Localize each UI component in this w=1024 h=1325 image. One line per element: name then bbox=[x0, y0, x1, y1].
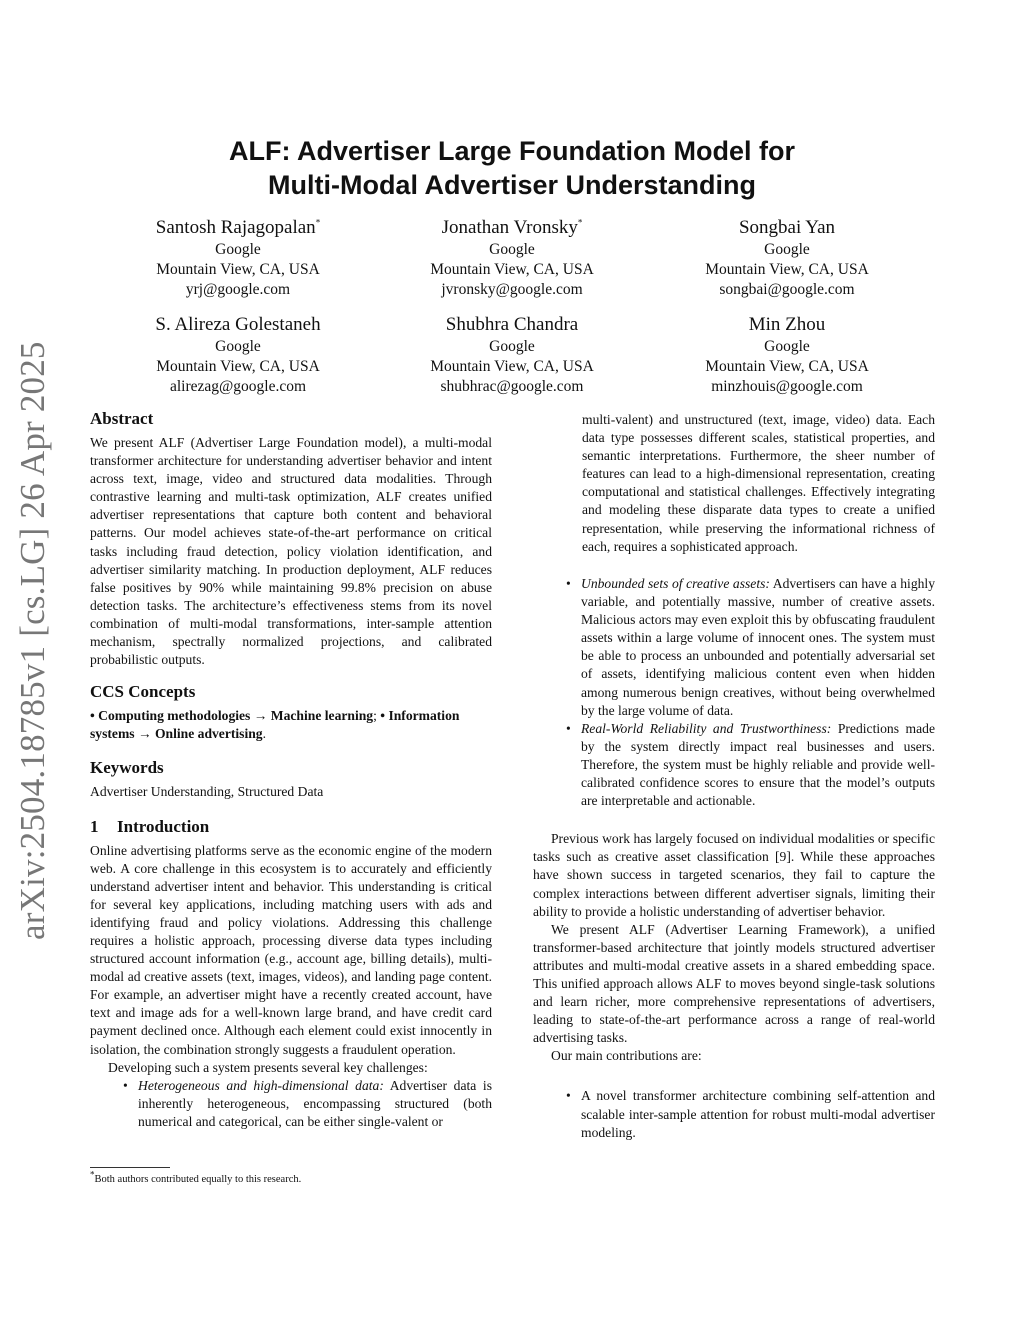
list-item-title: Real-World Reliability and Trustworthiness: bbox=[581, 720, 832, 736]
author-email: jvronsky@google.com bbox=[441, 281, 583, 298]
ccs-end: . bbox=[262, 726, 267, 742]
ccs-concepts bbox=[90, 707, 492, 743]
list-item-title: Unbounded sets of creative assets: bbox=[581, 576, 770, 591]
author-mark: * bbox=[577, 217, 583, 228]
arrow-icon: → bbox=[137, 726, 152, 742]
abstract-text: We present ALF (Advertiser Large Foundation model), a multi-modal transformer architecture for understanding advertiser behavior and intent across text, image, video and structured data modalities. Through contrastive learning and multi-task optimization, ALF creates unified advertiser representations that capture both content and behavioral patterns. Our model achieves state-of-the-art performance on critical tasks including fraud detection, policy violation identification, and advertiser similarity matching. In production deployment, ALF reduces false positives by 90% while maintaining 99.8% precision on abuse detection tasks. The architecture’s effectiveness stems from its novel combination of multi-modal transformations, inter-sample attention mechanism, spectrally normalized projections, and calibrated probabilistic outputs. bbox=[90, 435, 492, 668]
author-block bbox=[362, 216, 662, 300]
list-item-continuation: multi-valent) and unstructured (text, image, video) data. Each data type possesses different scales, statistical properties, and semantic interpretations. Furthermore, the sheer number of features can lead to a high-dimensional representation, creating computational and statistical challenges. Effectively integrating and modeling these disparate data types to create a unified representation, while preserving the informational richness of each, requires a sophisticated approach. bbox=[582, 412, 935, 554]
author-mark: * bbox=[315, 217, 321, 228]
footnote-mark: * bbox=[90, 1169, 95, 1180]
author-email: minzhouis@google.com bbox=[711, 378, 863, 395]
keywords-text: Advertiser Understanding, Structured Data bbox=[90, 784, 324, 800]
author-block bbox=[362, 313, 662, 397]
intro-paragraph: Previous work has largely focused on individual modalities or specific tasks such as creative asset classification [9]. While these approaches have shown success in targeted scenarios, they fail to capture the complex interactions between different advertiser signals, limiting their ability to provide a holistic understanding of advertiser behavior. bbox=[533, 831, 935, 919]
intro-paragraph: Developing such a system presents several key challenges: bbox=[108, 1059, 428, 1075]
author-email: songbai@google.com bbox=[719, 281, 855, 298]
section-heading-introduction bbox=[90, 816, 492, 838]
title-line-2: Multi-Modal Advertiser Understanding bbox=[267, 170, 757, 200]
challenge-list bbox=[533, 575, 935, 810]
author-location: Mountain View, CA, USA bbox=[156, 261, 320, 278]
ccs-item: Machine learning bbox=[270, 708, 374, 724]
author-name: Songbai Yan bbox=[738, 217, 836, 238]
right-column bbox=[533, 575, 935, 1142]
list-item bbox=[581, 575, 935, 720]
author-affiliation: Google bbox=[764, 338, 810, 355]
paper-title bbox=[0, 134, 1024, 202]
intro-paragraph: We present ALF (Advertiser Learning Framework), a unified transformer-based architecture that jointly models structured advertiser attributes and multi-modal creative assets in a shared embedding space. This unified approach allows ALF to moves beyond single-task solutions and learn richer, more comprehensive representations of advertisers, leading to state-of-the-art performance across a range of real-world advertising tasks. bbox=[533, 921, 935, 1046]
arrow-icon: → bbox=[253, 708, 268, 724]
author-location: Mountain View, CA, USA bbox=[156, 358, 320, 375]
author-affiliation: Google bbox=[215, 338, 261, 355]
list-item-text: Advertisers can have a highly variable, and potentially massive, number of creative assets. Malicious actors may even exploit this by obfuscating fraudulent assets within a large volume of innocent ones. The system must be able to process an unbounded and potentially adversarial set of assets, identifying malicious content even when hidden among numerous benign creatives, without being overwhelmed by the large volume of data. bbox=[581, 576, 935, 718]
author-affiliation: Google bbox=[489, 241, 535, 258]
author-location: Mountain View, CA, USA bbox=[430, 358, 594, 375]
footnote-rule bbox=[90, 1167, 170, 1168]
title-line-1: ALF: Advertiser Large Foundation Model for bbox=[228, 136, 795, 166]
author-location: Mountain View, CA, USA bbox=[705, 358, 869, 375]
author-email: alirezag@google.com bbox=[169, 378, 307, 395]
author-location: Mountain View, CA, USA bbox=[705, 261, 869, 278]
ccs-separator: ; bbox=[373, 708, 381, 724]
author-email: shubhrac@google.com bbox=[440, 378, 584, 395]
author-block bbox=[88, 313, 388, 397]
keywords-heading: Keywords bbox=[90, 758, 164, 778]
ccs-item: Online advertising bbox=[154, 726, 263, 742]
list-item-title: Heterogeneous and high-dimensional data: bbox=[138, 1077, 384, 1093]
author-name: Shubhra Chandra bbox=[445, 314, 579, 335]
author-affiliation: Google bbox=[489, 338, 535, 355]
left-column bbox=[90, 408, 492, 1131]
footnote-text: Both authors contributed equally to this research. bbox=[94, 1174, 302, 1185]
section-number: 1 bbox=[90, 816, 99, 836]
list-item bbox=[138, 1077, 492, 1131]
ccs-item: • Information systems bbox=[90, 708, 460, 742]
author-email: yrj@google.com bbox=[185, 281, 291, 298]
author-affiliation: Google bbox=[215, 241, 261, 258]
ccs-heading: CCS Concepts bbox=[90, 682, 196, 702]
list-item-text: Advertiser data is inherently heterogeneous, encompassing structured (both numerical and categorical, can be either single-valent or bbox=[138, 1077, 492, 1129]
author-affiliation: Google bbox=[764, 241, 810, 258]
author-block bbox=[88, 216, 388, 300]
footnote bbox=[90, 1169, 492, 1187]
author-name: Min Zhou bbox=[748, 314, 826, 335]
author-block bbox=[637, 313, 937, 397]
intro-paragraph: Online advertising platforms serve as the economic engine of the modern web. A core challenge in this ecosystem is to accurately and efficiently understand advertiser intent and behavior. This understanding is critical for several key applications, including matching users with ads and identifying fraud and policy violations. Addressing this challenge requires a holistic approach, processing diverse data types including structured account information (e.g., account age, billing details), multi-modal ad creative assets (text, images, videos), and landing page content. For example, an advertiser might have a recently created account, have text and image ads for a well-known large brand, and have credit card payment declined once. Although each element could exist innocently in isolation, the combination strongly suggests a fraudulent operation. bbox=[90, 842, 492, 1057]
intro-paragraph: Our main contributions are: bbox=[551, 1048, 702, 1064]
author-location: Mountain View, CA, USA bbox=[430, 261, 594, 278]
abstract-heading: Abstract bbox=[90, 409, 154, 428]
contribution-list bbox=[533, 1087, 935, 1141]
author-name: Jonathan Vronsky bbox=[441, 217, 578, 238]
list-item bbox=[581, 720, 935, 810]
section-title: Introduction bbox=[117, 816, 210, 836]
author-name: Santosh Rajagopalan bbox=[155, 217, 316, 238]
author-block bbox=[637, 216, 937, 300]
ccs-item: • Computing methodologies bbox=[90, 708, 251, 724]
author-name: S. Alireza Golestaneh bbox=[155, 314, 321, 335]
list-item-text: Predictions made by the system directly impact real businesses and users. Therefore, the system must be highly reliable and provide well-calibrated confidence scores to ensure that the model’s outputs are interpretable and actionable. bbox=[581, 720, 935, 809]
arxiv-stamp: arXiv:2504.18785v1 [cs.LG] 26 Apr 2025 bbox=[13, 341, 52, 940]
list-item: • A novel transformer architecture combining self-attention and scalable inter-sample attention for robust multi-modal advertiser modeling. bbox=[581, 1087, 935, 1141]
challenge-list bbox=[90, 1077, 492, 1131]
